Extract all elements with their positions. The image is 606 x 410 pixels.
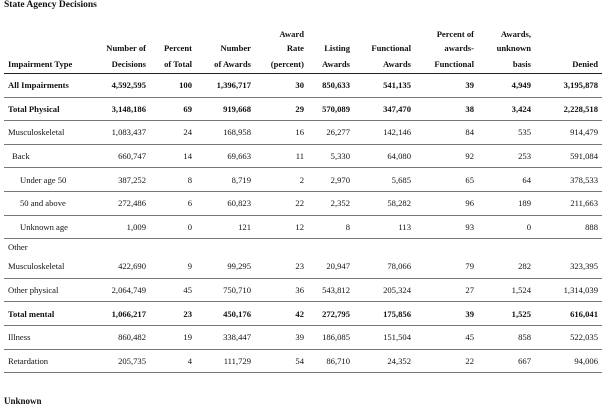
- table-cell: 79: [465, 261, 474, 272]
- header-cell: of Awards: [214, 59, 251, 69]
- table-cell: [90, 239, 150, 255]
- table-cell: 24: [183, 127, 192, 138]
- table-cell: 111,729: [223, 355, 251, 366]
- table-cell: 667: [518, 355, 531, 366]
- table-cell: 69,663: [227, 151, 251, 162]
- table-cell: 522,035: [570, 332, 598, 343]
- table-row: [4, 121, 602, 145]
- header-row: [4, 39, 602, 53]
- header-cell: Percent: [164, 43, 192, 53]
- decisions-table: [4, 22, 602, 373]
- table-cell: 541,135: [383, 80, 411, 91]
- table-cell: [308, 239, 354, 255]
- table-cell: 3,195,878: [563, 80, 598, 91]
- table-cell: [535, 239, 602, 255]
- table-row: [4, 191, 602, 215]
- table-cell: 24,352: [387, 355, 411, 366]
- table-cell: 888: [585, 221, 598, 232]
- table-cell: 2: [299, 174, 304, 185]
- header-cell: Functional: [434, 59, 474, 69]
- header-cell: of Total: [164, 59, 192, 69]
- table-cell: 6: [187, 198, 192, 209]
- header-cell: [354, 22, 415, 39]
- header-cell: [90, 22, 150, 39]
- table-cell: 12: [295, 221, 304, 232]
- table-cell: 93: [465, 221, 474, 232]
- header-cell: Functional: [371, 43, 411, 53]
- table-cell: 860,482: [118, 332, 146, 343]
- table-cell: 78,066: [387, 261, 411, 272]
- table-cell: 535: [518, 127, 531, 138]
- header-cell: [150, 22, 196, 39]
- table-cell: 323,395: [570, 261, 598, 272]
- table-cell: 1,009: [126, 221, 146, 232]
- row-label-cell: Other: [8, 241, 28, 252]
- table-cell: 591,084: [570, 151, 598, 162]
- header-cell: Listing: [324, 43, 350, 53]
- header-cell: Rate: [286, 43, 304, 53]
- table-cell: 850,633: [322, 80, 350, 91]
- table-cell: 387,252: [118, 174, 146, 185]
- table-cell: 914,479: [570, 127, 598, 138]
- header-cell: Award: [279, 29, 304, 39]
- row-label-cell: Back: [12, 151, 30, 162]
- table-cell: 84: [465, 127, 474, 138]
- table-title: State Agency Decisions: [4, 0, 97, 10]
- header-row: [4, 53, 602, 74]
- table-cell: 919,668: [223, 103, 251, 114]
- table-cell: 39: [295, 332, 304, 343]
- table-cell: [354, 239, 415, 255]
- header-cell: Percent of: [436, 29, 474, 39]
- table-cell: 64,080: [387, 151, 411, 162]
- table-cell: [415, 239, 478, 255]
- table-cell: 65: [465, 174, 474, 185]
- table-cell: 211,663: [570, 198, 598, 209]
- row-label-cell: Illness: [8, 332, 31, 343]
- table-cell: 142,146: [383, 127, 411, 138]
- table-cell: 253: [518, 151, 531, 162]
- table-cell: 0: [187, 221, 192, 232]
- table-body: [4, 74, 602, 373]
- header-cell: unknown: [496, 43, 531, 53]
- table-row: [4, 168, 602, 192]
- table-cell: 616,041: [570, 308, 598, 319]
- header-cell: [308, 22, 354, 39]
- table-cell: 38: [465, 103, 474, 114]
- header-cell: [535, 39, 602, 53]
- table-cell: 100: [179, 80, 192, 91]
- row-label-cell: Retardation: [8, 355, 49, 366]
- table-row: [4, 144, 602, 168]
- table-cell: 23: [295, 261, 304, 272]
- table-cell: 23: [183, 308, 192, 319]
- table-header: [4, 22, 602, 74]
- table-row: [4, 325, 602, 349]
- table-cell: 1,314,039: [563, 285, 598, 296]
- table-cell: 175,856: [383, 308, 411, 319]
- table-cell: 27: [465, 285, 474, 296]
- table-cell: 14: [183, 151, 192, 162]
- table-cell: 22: [295, 198, 304, 209]
- table-cell: 4,949: [511, 80, 531, 91]
- table-cell: 570,089: [322, 103, 350, 114]
- table-cell: 543,812: [322, 285, 350, 296]
- header-cell: [4, 22, 90, 39]
- table-cell: 3,424: [511, 103, 531, 114]
- table-cell: 96: [465, 198, 474, 209]
- table-cell: 660,747: [118, 151, 146, 162]
- table-cell: 4: [187, 355, 192, 366]
- table-cell: 1,524: [511, 285, 531, 296]
- header-cell: Denied: [572, 59, 598, 69]
- header-cell: Number: [220, 43, 251, 53]
- table-row: [4, 349, 602, 373]
- table-cell: 86,710: [326, 355, 350, 366]
- row-label-cell: Musculoskeletal: [8, 127, 65, 138]
- row-label-cell: 50 and above: [20, 198, 66, 209]
- table-cell: 5,685: [391, 174, 411, 185]
- table-cell: 64: [522, 174, 531, 185]
- header-cell: Awards,: [500, 29, 531, 39]
- table-cell: 4,592,595: [111, 80, 146, 91]
- table-row: [4, 239, 602, 255]
- table-cell: 30: [295, 80, 304, 91]
- table-cell: 36: [295, 285, 304, 296]
- table-cell: 39: [465, 80, 474, 91]
- table-cell: 8,719: [231, 174, 251, 185]
- table-cell: 0: [526, 221, 531, 232]
- table-cell: 42: [295, 308, 304, 319]
- table-cell: 272,486: [118, 198, 146, 209]
- table-cell: 5,330: [330, 151, 350, 162]
- header-cell: [535, 22, 602, 39]
- table-cell: 858: [518, 332, 531, 343]
- table-cell: 1,083,437: [111, 127, 146, 138]
- table-cell: 168,958: [223, 127, 251, 138]
- table-cell: 3,148,186: [111, 103, 146, 114]
- table-cell: 2,352: [330, 198, 350, 209]
- table-cell: 8: [187, 174, 192, 185]
- table-row: [4, 74, 602, 98]
- table-cell: 205,735: [118, 355, 146, 366]
- row-label-cell: Unknown age: [20, 221, 68, 232]
- header-cell: Awards: [382, 59, 411, 69]
- table-cell: 19: [183, 332, 192, 343]
- row-label-cell: Other physical: [8, 285, 59, 296]
- table-cell: 20,947: [326, 261, 350, 272]
- header-cell: Number of: [106, 43, 146, 53]
- table-cell: 60,823: [227, 198, 251, 209]
- footer-label: Unknown: [4, 396, 42, 406]
- table-cell: [150, 239, 196, 255]
- row-label-cell: Under age 50: [20, 174, 67, 185]
- table-cell: 272,795: [322, 308, 350, 319]
- table-cell: 2,228,518: [563, 103, 598, 114]
- table-cell: 8: [345, 221, 350, 232]
- table-cell: 2,970: [330, 174, 350, 185]
- header-cell: (percent): [270, 59, 304, 69]
- table-cell: 58,282: [387, 198, 411, 209]
- table-cell: [255, 239, 308, 255]
- table-cell: 45: [465, 332, 474, 343]
- table-cell: 750,710: [223, 285, 251, 296]
- header-cell: [4, 39, 90, 53]
- table-cell: 189: [518, 198, 531, 209]
- table-cell: 92: [465, 151, 474, 162]
- row-label-cell: Total mental: [8, 308, 55, 319]
- table-cell: [196, 239, 255, 255]
- row-label-cell: Total Physical: [8, 103, 60, 114]
- table-row: [4, 278, 602, 302]
- table-cell: 422,690: [118, 261, 146, 272]
- table-cell: 22: [465, 355, 474, 366]
- table-cell: 94,006: [574, 355, 598, 366]
- header-cell: Decisions: [111, 59, 146, 69]
- table-cell: 378,533: [570, 174, 598, 185]
- table-cell: 347,470: [383, 103, 411, 114]
- table-row: [4, 97, 602, 121]
- table-cell: 338,447: [223, 332, 251, 343]
- table-cell: 26,277: [326, 127, 350, 138]
- table-cell: 2,064,749: [111, 285, 146, 296]
- table-cell: 450,176: [223, 308, 251, 319]
- table-cell: 282: [518, 261, 531, 272]
- table-cell: [478, 239, 535, 255]
- table-cell: 1,396,717: [216, 80, 251, 91]
- table-cell: 54: [295, 355, 304, 366]
- header-cell: awards-: [444, 43, 474, 53]
- header-cell: Impairment Type: [8, 59, 73, 69]
- table-cell: 151,504: [383, 332, 411, 343]
- table-cell: 9: [187, 261, 192, 272]
- table-cell: 186,085: [322, 332, 350, 343]
- row-label-cell: Musculoskeletal: [8, 261, 65, 272]
- header-row: [4, 22, 602, 39]
- table-cell: 69: [183, 103, 192, 114]
- header-cell: [196, 22, 255, 39]
- table-cell: 99,295: [227, 261, 251, 272]
- header-cell: basis: [512, 59, 531, 69]
- table-row: [4, 215, 602, 239]
- table-row: [4, 255, 602, 279]
- table-row: [4, 302, 602, 326]
- header-cell: Awards: [321, 59, 350, 69]
- row-label-cell: All Impairments: [8, 80, 69, 91]
- table-cell: 29: [295, 103, 304, 114]
- table-cell: 11: [295, 151, 304, 162]
- table-cell: 121: [238, 221, 251, 232]
- table-cell: 39: [465, 308, 474, 319]
- table-cell: 1,066,217: [111, 308, 146, 319]
- table-cell: 1,525: [511, 308, 531, 319]
- table-cell: 16: [295, 127, 304, 138]
- table-cell: 205,324: [383, 285, 411, 296]
- table-cell: 45: [183, 285, 192, 296]
- table-cell: 113: [398, 221, 411, 232]
